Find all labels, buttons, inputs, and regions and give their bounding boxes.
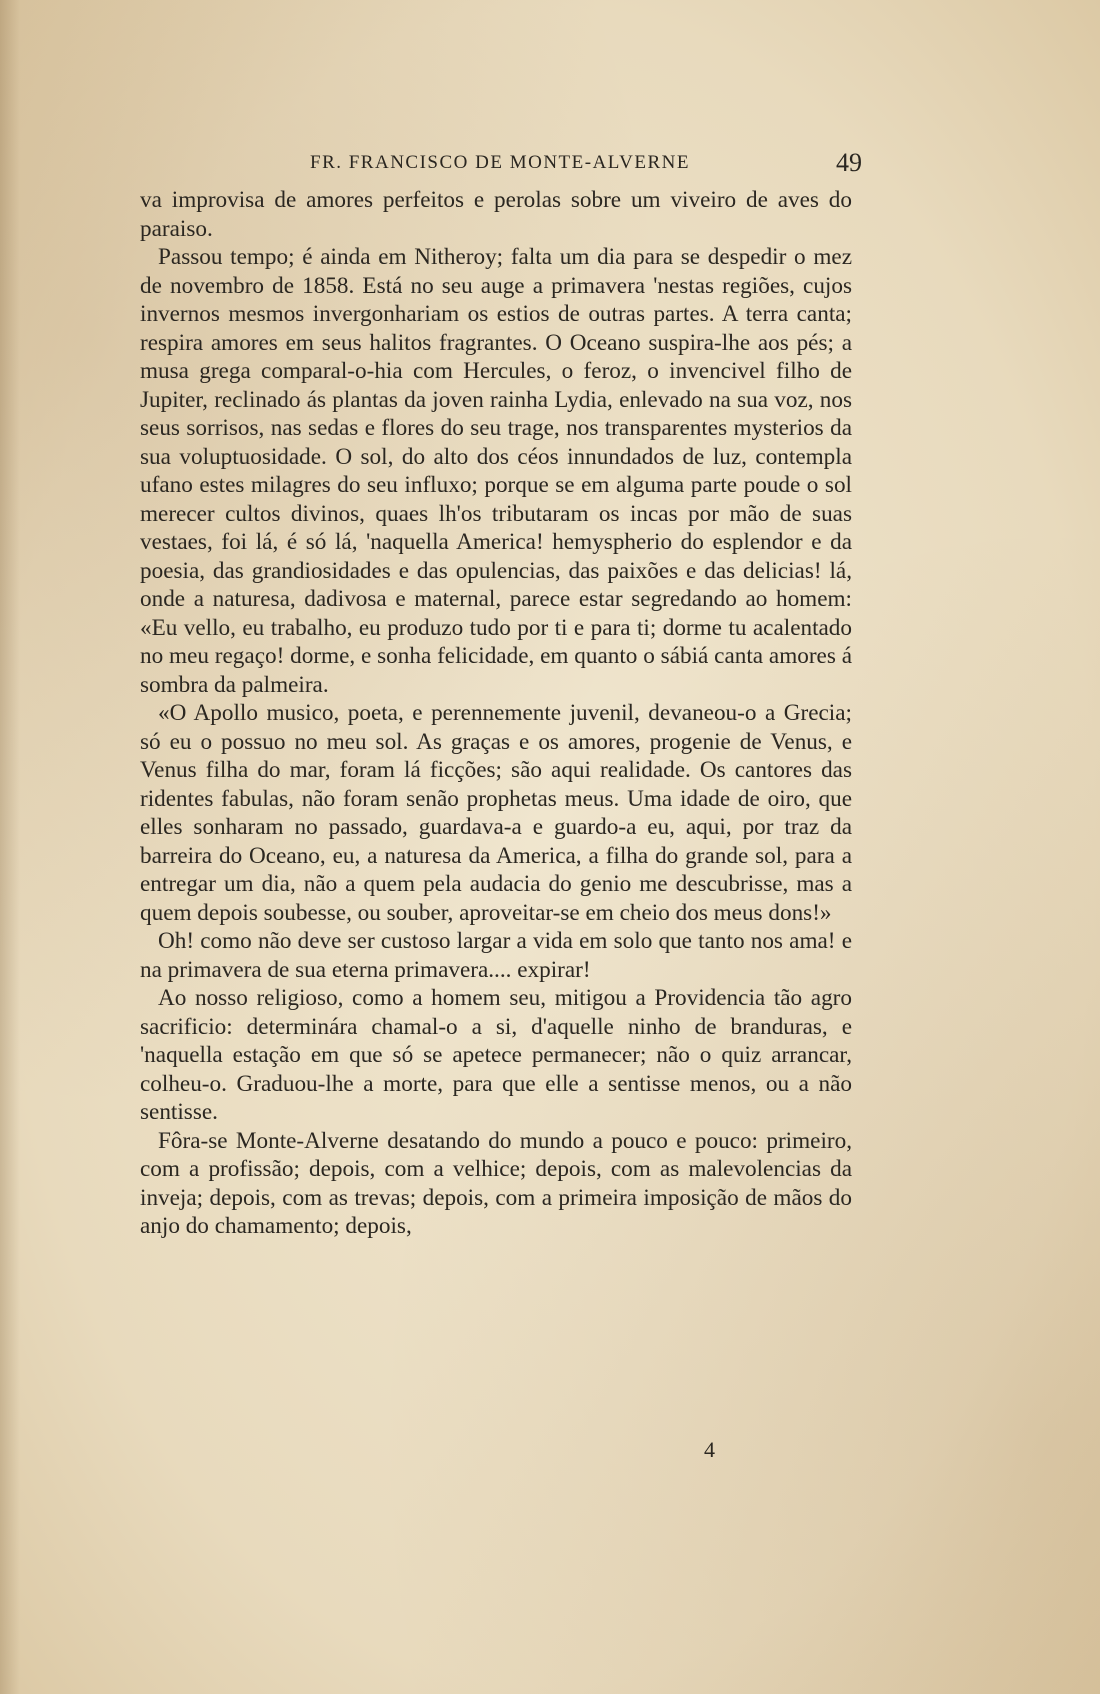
signature-mark: 4 — [704, 1437, 715, 1462]
page-edge-shadow — [0, 0, 20, 1694]
paragraph: va improvisa de amores perfeitos e perolas sobre um viveiro de aves do paraiso. — [140, 187, 852, 242]
paragraph: «O Apollo musico, poeta, e perennemente juvenil, devaneou-o a Grecia; só eu o possuo no meu sol. As graças e os amores, progenie de Venus, e Venus filha do mar, foram lá ficções; são aqui realidade. Os cantores das ridentes fabulas, não foram senão prophetas meus. Uma idade de oiro, que elles sonharam no passado, guardava-a e guardo-a eu, aqui, por traz da barreira do Oceano, eu, a naturesa da America, a filha do grande sol, para a entregar um dia, não a quem pela audacia do genio me descubrisse, mas a quem depois soubesse, ou souber, aproveitar-se em cheio dos meus dons!» — [140, 700, 852, 926]
paragraph: Oh! como não deve ser custoso largar a vida em solo que tanto nos ama! e na primavera de sua eterna primavera.... expirar! — [140, 928, 852, 983]
paragraph: Fôra-se Monte-Alverne desatando do mundo a pouco e pouco: primeiro, com a profissão; depois, com a velhice; depois, com as malevolencias da inveja; depois, com as trevas; depois, com a primeira imposição de mãos do anjo do chamamento; depois, — [140, 1127, 852, 1239]
body-text — [140, 186, 852, 1241]
running-title: FR. FRANCISCO DE MONTE-ALVERNE — [310, 152, 690, 173]
paragraph: Passou tempo; é ainda em Nitheroy; falta um dia para se despedir o mez de novembro de 1858. Está no seu auge a primavera 'nestas regiões, cujos invernos mesmos invergonhariam os estios de outras partes. A terra canta; respira amores em seus halitos fragrantes. O Oceano suspira-lhe aos pés; a musa grega comparal-o-hia com Hercules, o feroz, o invencivel filho de Jupiter, reclinado ás plantas da joven rainha Lydia, enlevado na sua voz, nos seus sorrisos, nas sedas e flores do seu trage, nos transparentes mysterios da sua voluptuosidade. O sol, do alto dos céos innundados de luz, contempla ufano estes milagres do seu influxo; porque se em alguma parte poude o sol merecer cultos divinos, quaes lh'os tributaram os incas por mão de suas vestaes, foi lá, é só lá, 'naquella America! hemyspherio do esplendor e da poesia, das grandiosidades e das opulencias, das paixões e das delicias! lá, onde a naturesa, dadivosa e maternal, parece estar segredando ao homem: «Eu vello, eu trabalho, eu produzo tudo por ti e para ti; dorme tu acalentado no meu regaço! dorme, e sonha felicidade, em quanto o sábiá canta amores á sombra da palmeira. — [140, 244, 852, 698]
paragraph: Ao nosso religioso, como a homem seu, mitigou a Providencia tão agro sacrificio: determinára chamal-o a si, d'aquelle ninho de branduras, e 'naquella estação em que só se apetece permanecer; não o quiz arrancar, colheu-o. Graduou-lhe a morte, para que elle a sentisse menos, ou a não sentisse. — [140, 985, 852, 1125]
page-number: 49 — [836, 148, 862, 177]
